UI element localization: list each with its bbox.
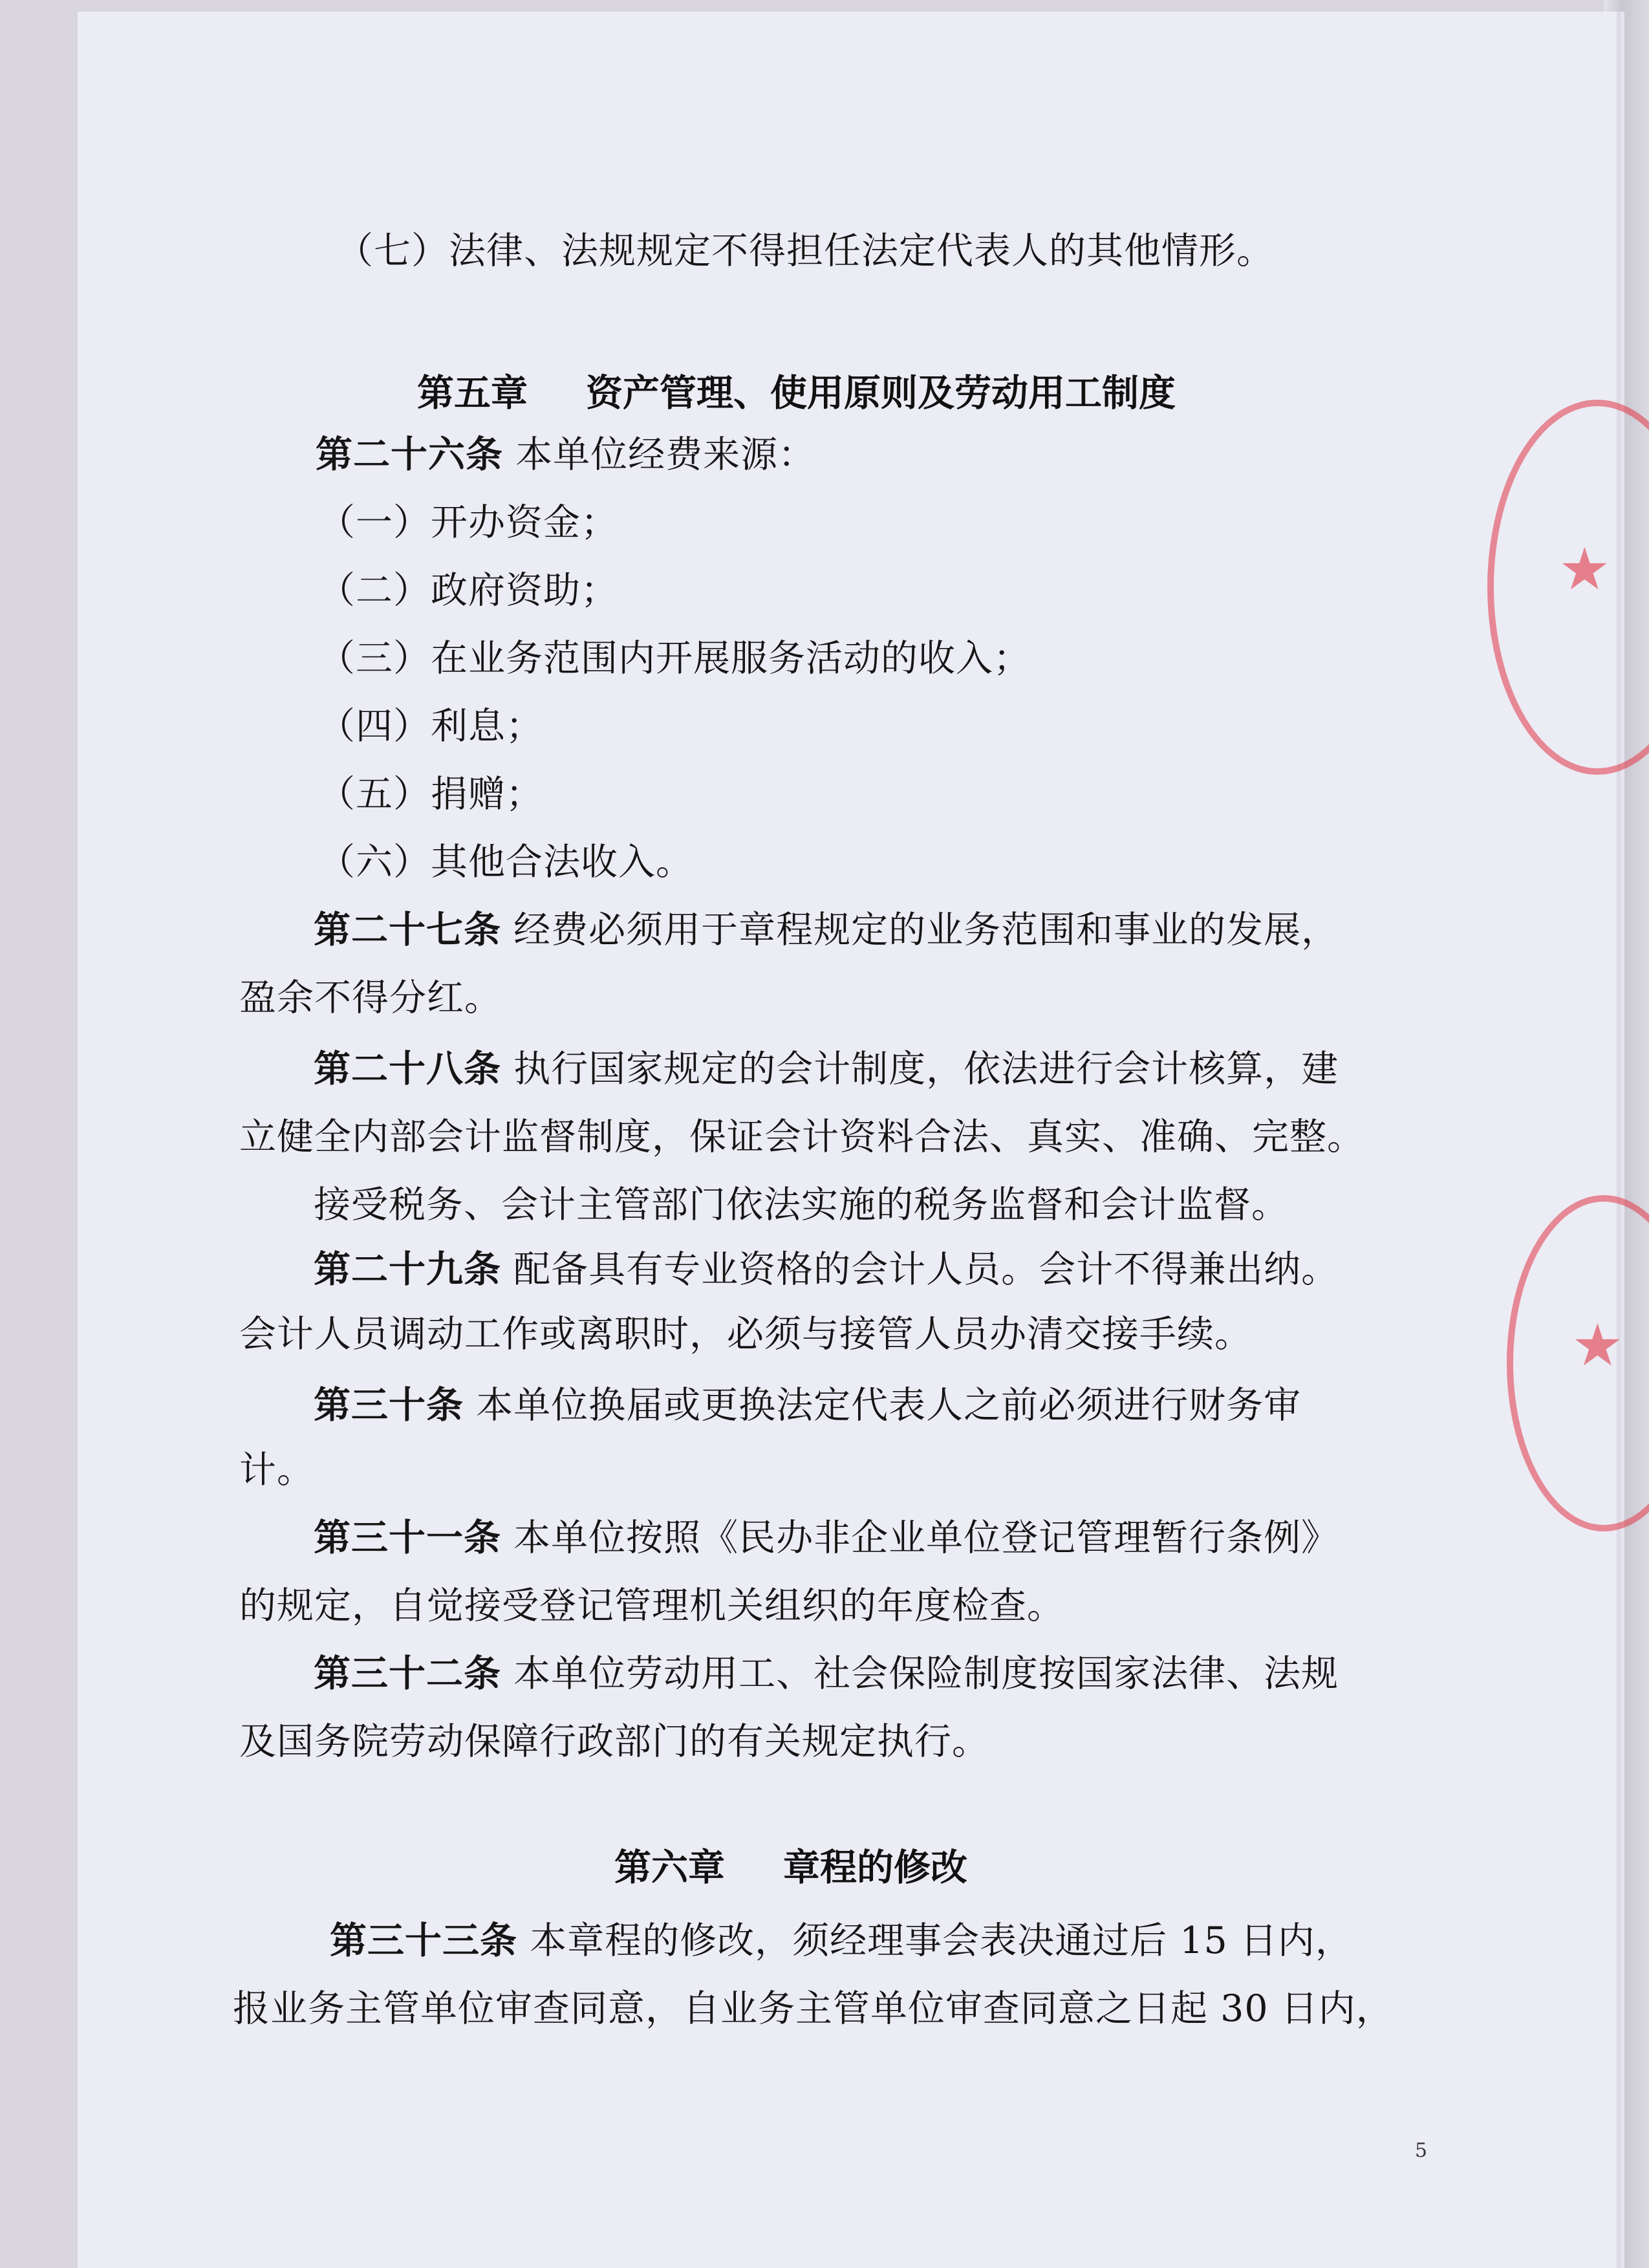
text-line: 立健全内部会计监督制度，保证会计资料合法、真实、准确、完整。 xyxy=(239,1116,1364,1158)
text-line: 及国务院劳动保障行政部门的有关规定执行。 xyxy=(239,1720,989,1763)
article-number: 第三十二条 xyxy=(314,1652,501,1695)
article-text: 本单位按照《民办非企业单位登记管理暂行条例》 xyxy=(501,1517,1339,1559)
article-text: 本单位劳动用工、社会保险制度按国家法律、法规 xyxy=(501,1652,1339,1695)
chapter-number: 第五章 xyxy=(417,371,528,415)
text-line: 计。 xyxy=(239,1449,314,1491)
article-number: 第三十条 xyxy=(314,1383,464,1427)
article-number: 第三十一条 xyxy=(314,1516,501,1559)
article-number: 第三十三条 xyxy=(330,1919,517,1962)
article-number: 第二十七条 xyxy=(314,908,501,951)
list-item: （二）政府资助； xyxy=(318,569,618,612)
article-line xyxy=(314,1046,1339,1092)
text-line: 盈余不得分红。 xyxy=(239,977,502,1019)
red-seal-top xyxy=(1487,400,1649,775)
list-item: （四）利息； xyxy=(318,705,543,748)
article-line xyxy=(314,907,1339,953)
text-line: 会计人员调动工作或离职时，必须与接管人员办清交接手续。 xyxy=(239,1313,1252,1355)
article-number: 第二十九条 xyxy=(314,1247,501,1291)
seal-star-icon: ★ xyxy=(1571,1312,1624,1379)
list-item: （三）在业务范围内开展服务活动的收入； xyxy=(318,637,1031,680)
article-line xyxy=(314,1383,1301,1428)
text-line: 接受税务、会计主管部门依法实施的税务监督和会计监督。 xyxy=(314,1183,1289,1226)
article-line xyxy=(314,1651,1339,1696)
red-seal-bottom xyxy=(1507,1195,1649,1531)
article-number: 第二十六条 xyxy=(316,433,503,476)
article-line xyxy=(316,432,815,477)
chapter-title: 资产管理、使用原则及劳动用工制度 xyxy=(586,371,1176,415)
article-number: 第二十八条 xyxy=(314,1047,501,1090)
text-line: （七）法律、法规规定不得担任法定代表人的其他情形。 xyxy=(336,230,1274,272)
page-number: 5 xyxy=(1415,2139,1428,2162)
article-text: 配备具有专业资格的会计人员。会计不得兼出纳。 xyxy=(501,1248,1339,1291)
article-line xyxy=(314,1247,1339,1292)
article-text: 经费必须用于章程规定的业务范围和事业的发展， xyxy=(501,909,1339,951)
chapter-heading-5 xyxy=(417,371,1176,416)
article-text: 执行国家规定的会计制度，依法进行会计核算，建 xyxy=(501,1048,1339,1090)
seal-star-icon: ★ xyxy=(1558,535,1611,603)
chapter-heading-6 xyxy=(614,1845,967,1890)
text-line: 的规定，自觉接受登记管理机关组织的年度检查。 xyxy=(239,1584,1064,1627)
article-text: 本章程的修改，须经理事会表决通过后 15 日内， xyxy=(517,1919,1353,1962)
article-text: 本单位换届或更换法定代表人之前必须进行财务审 xyxy=(464,1384,1302,1427)
list-item: （五）捐赠； xyxy=(318,773,543,815)
text-line: 报业务主管单位审查同意，自业务主管单位审查同意之日起 30 日内， xyxy=(233,1987,1394,2030)
article-line xyxy=(330,1918,1353,1963)
chapter-title: 章程的修改 xyxy=(783,1846,967,1889)
list-item: （六）其他合法收入。 xyxy=(318,841,693,883)
list-item: （一）开办资金； xyxy=(318,501,618,544)
document-page xyxy=(78,12,1624,2268)
article-text: 本单位经费来源： xyxy=(503,433,816,476)
article-line xyxy=(314,1515,1339,1561)
chapter-number: 第六章 xyxy=(614,1846,725,1889)
